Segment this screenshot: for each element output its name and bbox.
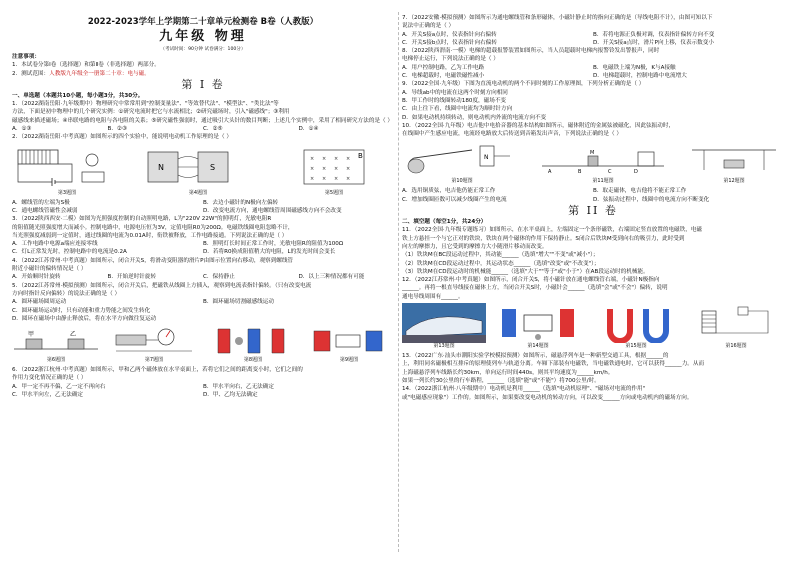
- svg-text:×: ×: [334, 165, 339, 172]
- q12-line: 通电导线周围有______。: [402, 293, 464, 300]
- q10-line: 10．（2022全国·九年级）电吉他中电拾音器的基本结构如图所示，磁体附近的金属弦被磁化，因此弦振动时，: [402, 122, 675, 129]
- q1-line: 方法，下面是初中物理中的几个研究实例：①研究电流时把它与水流相比；②研究磁场时，引入"磁感线"；③利用: [12, 109, 290, 116]
- q10-option: D．弦振动过程中，线圈中的电流方向不断变化: [593, 196, 710, 203]
- u-magnet-diagram: [590, 303, 682, 343]
- q12-line: ______。再将一根直导线接在磁体上方，当闭合开关S时，小磁针会______（选填"会"或"不会"）偏转，说明: [402, 285, 668, 292]
- q7-option: C．开关S接b点时，仪表指针向右偏转: [402, 39, 497, 46]
- q12-line: 12．（2022江苏常州·中考真题）如图所示，闭合开关S，将小磁针放在通电螺线管右端，小磁针N极指向: [402, 277, 660, 284]
- q2-option: B．去边小磁针的N极向左偏转: [203, 199, 279, 206]
- right-column: [402, 14, 784, 559]
- figure-8: [208, 325, 298, 364]
- svg-text:乙: 乙: [70, 331, 77, 339]
- q3-line: 当光照强度减弱到一定值时，通过线圈的电流为0.01A时，衔铁被释放，工作电路接通。下列说法正确的是（ ）: [12, 232, 288, 239]
- part1-heading: 第 I 卷: [181, 77, 225, 91]
- q14-line: 14．（2022浙江杭州·八年级期中）电动机是利用______（选填"电动机原理"、"磁场对电流的作用": [402, 386, 646, 393]
- svg-text:N: N: [158, 162, 164, 172]
- q7-line: 7．（2022安徽·模拟预测）如图所示为通电螺线管和条形磁体，小磁针静止时的指向正确的是（导线电阻不计），由图可知以下: [402, 15, 713, 21]
- q5-option: C．圆环磁场运动时，只有动能和重力势能之间发生转化: [12, 307, 151, 314]
- figure-caption: 第10题图: [451, 178, 473, 185]
- magnet-field-diagram: [138, 144, 258, 190]
- figure-caption: 第7题图: [144, 357, 164, 364]
- q2-option: D．改变电流方向，通电螺线管周围磁感线方向不会改变: [203, 207, 342, 214]
- wire-compass-diagram: [684, 140, 784, 178]
- figure-caption: 第5题图: [324, 189, 344, 196]
- q5-option: D．圆环在磁场中由静止释放后，将在水平方向做往复运动: [12, 315, 157, 322]
- svg-text:A: A: [548, 169, 552, 176]
- q3-option: B．照明灯长时间正常工作时，光敏电阻R的阻值为100Ω: [203, 241, 344, 248]
- q1-line: 磁感线来描述磁场；④串联电路的电阻与各电阻的关系；⑤研究磁性强弱时，通过吸引大头针的数目判断；上述几个实例中，采用了相同研究方法的是（ ）: [12, 117, 393, 124]
- figure-caption: 第6题图: [46, 357, 66, 364]
- svg-text:×: ×: [334, 155, 339, 162]
- figure-6: [12, 325, 100, 364]
- svg-text:×: ×: [334, 175, 339, 182]
- q9-option: B．甲工作时的线圈转动180度，磁场不变: [402, 97, 507, 104]
- q7-line: 说法中正确的是（ ）: [402, 23, 455, 30]
- svg-text:×: ×: [322, 155, 327, 162]
- q6-line: 作用力变化情况正确的是（ ）: [12, 375, 87, 382]
- exam-info: （考试时间：90分钟 试卷满分：100分）: [160, 47, 246, 52]
- notes-heading: 注意事项：: [12, 54, 40, 60]
- q11-line: 11．（2022全国·九年级专题练习）如图所示，在水平桌面上，左端固定一个条形磁铁，右端固定竖直放置的电磁铁，电磁: [402, 227, 703, 234]
- q9-option: C．由上往下看，线圈中电流均为顺时针方向: [402, 106, 513, 113]
- figure-row-4: [402, 303, 784, 350]
- q11-line: （2）铁块M在CD段运动过程中，其运动状态______（选填"改变"或"不改变"）；: [402, 260, 600, 267]
- electric-guitar-pickup: [402, 140, 522, 178]
- notes-item-2-prefix: 2．测试范围：: [12, 70, 50, 77]
- q4-option: B．开始逆时针旋转: [107, 274, 157, 281]
- q13-line: 如果一列长约30公里的行车路程，______（选填"能"或"不能"）将700公里/时。: [402, 377, 600, 384]
- figure-9: [304, 325, 394, 364]
- svg-text:×: ×: [346, 165, 351, 172]
- q11-line: 铁上方悬挂一个与它正对的铁块，铁块在两个磁体的作用下保持静止。S闭合后铁块M受到向右的吸引力，此时受到: [402, 235, 685, 242]
- q6-option: A．甲一定不再不偏，乙一定不再向右: [12, 383, 106, 390]
- q8-option: B．电磁铁上端为N极，K与A接触: [593, 64, 676, 71]
- q7-option: A．开关S接a点时，仪表指针向右偏转: [402, 31, 497, 38]
- q11-line: （3）铁块M在CD段运动时的机械能______（选填"大于""等于"或"小于"）在AB段运动时的机械能。: [402, 268, 649, 275]
- figure-3: [12, 144, 122, 197]
- q14-line: 或"电磁感应现象"）工作的。如图所示，如果要改变电动机的转动方向，可以改变______方向或电动机内的磁场方向。: [402, 394, 693, 401]
- svg-text:×: ×: [346, 175, 351, 182]
- part2-heading: 第 II 卷: [568, 204, 618, 218]
- q13-line: 上海磁悬浮列车线路长约30km，单向运行时间440s，则其平均速度为______km/h。: [402, 369, 614, 376]
- exam-subtitle: 九年级 物理: [159, 29, 247, 44]
- q1-option: B．②③: [107, 126, 127, 133]
- figure-16: [688, 303, 784, 350]
- svg-text:×: ×: [310, 155, 315, 162]
- q3-option: D．若将R0换成阻值稍大的电阻，L的发光时间会变长: [203, 249, 336, 256]
- notes-item-2-scope: 人教版九年级全一册第二十章：电与磁。: [49, 70, 150, 77]
- q8-option: D．电梯超载时，控制电路中电流增大: [593, 73, 687, 80]
- q6-option: C．甲水平向左，乙无法确定: [12, 392, 84, 399]
- q8-line: 8．（2022陕西渭南·一模）电梯的超载报警装置如图所示，当人员超载时电梯内报警铃发出警报声，同时: [402, 48, 660, 55]
- q5-line: 方向时指针反向偏转）的说法正确的是（ ）: [12, 290, 121, 297]
- q7-option: D．开关S接a点时，滑片P向上移，仪表示数变小: [593, 39, 714, 46]
- figure-caption: 第11题图: [592, 178, 614, 185]
- left-column: [12, 14, 394, 559]
- notes-item-2: [12, 70, 394, 78]
- q3-option: A．工作电路中电源a端应连接零线: [12, 241, 98, 248]
- q9-line: 9．（2022全国·九年级）下图为直流电动机的两个不同时刻的工作原理图，下列分析正确的是（ ）: [402, 81, 645, 88]
- q1-option: D．①④: [298, 126, 319, 133]
- q9-option: A．导线ab中的电流在这两个时刻方向相同: [402, 89, 508, 96]
- q10-option: B．取走磁体，电吉他将不能正常工作: [593, 188, 687, 195]
- svg-text:M: M: [590, 150, 595, 157]
- svg-text:D: D: [634, 169, 638, 176]
- two-magnets-diagram: [12, 325, 100, 357]
- svg-text:×: ×: [310, 175, 315, 182]
- maglev-train-photo: [402, 303, 486, 343]
- q2-option: A．螺线管的左端为S极: [12, 199, 70, 206]
- figure-4: [138, 144, 258, 197]
- figure-caption: 第16题图: [725, 343, 747, 350]
- svg-text:×: ×: [322, 165, 327, 172]
- figure-caption: 第14题图: [527, 343, 549, 350]
- q8-line: 电梯停止运行，下列说法正确的是（ ）: [402, 56, 499, 63]
- q6-line: 6．（2022浙江杭州·中考真题）如图所示，甲和乙两个磁体放在水平桌面上，若将它们之间的距离变小时，它们之间的: [12, 367, 303, 374]
- q4-option: C．保持静止: [203, 274, 235, 281]
- notes-item-1: 1．本试卷分第Ⅰ卷（选择题）和第Ⅱ卷（非选择题）两部分。: [12, 62, 160, 69]
- svg-text:C: C: [608, 169, 612, 176]
- figure-7: [106, 325, 202, 364]
- block-on-track-diagram: [538, 140, 668, 178]
- q4-line: 4．（2022江苏常州·中考真题）如图所示，闭合开关S，将滑动变阻器的滑片P由图示位置向右移动，观察到螺线管: [12, 257, 294, 264]
- figure-10: [402, 140, 522, 185]
- q11-line: 向左的摩擦力，且它受到的摩擦力大小随滑片移动而改变。: [402, 243, 548, 250]
- q1-option: A．①③: [12, 126, 32, 133]
- figure-14: [492, 303, 584, 350]
- q4-line: 附近小磁针的偏转情况是（ ）: [12, 266, 87, 273]
- figure-row-1: [12, 144, 394, 197]
- q7-option: B．若将电源正负极对调，仪表指针偏转方向不变: [593, 31, 715, 38]
- horseshoe-magnets: [208, 325, 298, 357]
- motor-diagram: [304, 325, 394, 357]
- figure-caption: 第4题图: [188, 189, 208, 196]
- figure-12: [684, 140, 784, 185]
- coil-circuit-diagram: [12, 144, 122, 190]
- q11-line: （1）铁块M在BC段运动过程中，其动能______（选填"增大""不变"或"减小"）；: [402, 252, 599, 259]
- q1-line: 1．（2022湖南岳阳·九年级期中）物理研究中常常用到"控制变量法"、"等效替代法"、"模型法"、"类比法"等: [12, 101, 279, 108]
- svg-text:B: B: [358, 151, 363, 160]
- q4-option: D．以上三种情况都有可能: [298, 274, 365, 281]
- q2-option: C．通电螺线管磁性会减弱: [12, 207, 78, 214]
- q10-line: 在线圈中产生感应电流，电流经电路放大后传送到音箱发出声音，下列说法正确的是（ ）: [402, 131, 622, 138]
- q8-option: C．电梯超载时，电磁铁磁性减小: [402, 73, 485, 80]
- exam-title: 2022-2023学年上学期第二十章单元检测卷 B卷（人教版）: [87, 17, 319, 27]
- svg-text:B: B: [578, 169, 582, 176]
- figure-caption: 第13题图: [433, 343, 455, 350]
- q6-option: D．甲、乙均无法确定: [203, 392, 258, 399]
- q3-line: 的阻值随光照强度增大而减小。控制电路中，电源电压恒为3V，定值电阻R0为200Ω。电磁铁线圈电阻忽略不计，: [12, 224, 294, 231]
- svg-text:×: ×: [346, 155, 351, 162]
- magnetic-field-grid: [274, 144, 394, 190]
- q10-option: A．选用铜质弦，电吉他仍能正常工作: [402, 188, 496, 195]
- figure-11: [538, 140, 668, 185]
- galvanometer-circuit: [106, 325, 202, 357]
- motor-magnet-diagram: [492, 303, 584, 343]
- q5-option: B．圆环磁场切割磁感线运动: [203, 299, 274, 306]
- figure-row-2: [12, 325, 394, 364]
- svg-text:×: ×: [322, 175, 327, 182]
- svg-text:N: N: [484, 154, 489, 162]
- q6-option: B．甲水平向右，乙无法确定: [203, 383, 274, 390]
- q5-option: A．圆环磁场圆周运动: [12, 299, 67, 306]
- figure-caption: 第9题图: [339, 357, 359, 364]
- q3-option: C．灯L正常发光时，控制电路中的电流是0.2A: [12, 249, 127, 256]
- q2-line: 2．（2022湖南岳阳·中考真题）如图所示的四个实验中，能说明电动机工作原理的是（ ）: [12, 134, 232, 141]
- svg-text:×: ×: [310, 165, 315, 172]
- section-1-heading: 一、单选题（本题共10小题，每小题3分，共30分。: [12, 92, 144, 99]
- svg-text:S: S: [210, 162, 216, 172]
- figure-caption: 第3题图: [57, 189, 77, 196]
- figure-row-3: [402, 140, 784, 185]
- figure-caption: 第15题图: [625, 343, 647, 350]
- q4-option: A．开始顺时针旋转: [12, 274, 61, 281]
- q8-option: A．用户控制电路，乙为工作电路: [402, 64, 485, 71]
- figure-5: [274, 144, 394, 197]
- q1-option: C．②⑤: [203, 126, 223, 133]
- electromagnet-circuit: [688, 303, 784, 343]
- figure-13: [402, 303, 486, 350]
- column-divider: [398, 12, 399, 552]
- q10-option: C．增加线圈匝数可以减少线圈产生的电流: [402, 196, 507, 203]
- figure-caption: 第12题图: [723, 178, 745, 185]
- q13-line: 13．（2022广东·汕头市潮阳实验学校模拟预测）如图所示，磁悬浮列车是一种新型交通工具，根据______的: [402, 353, 669, 360]
- q13-line: 上，利用同名磁极相互排斥的原理使列车与轨道分离。车厢下部装有电磁铁，当电磁铁通电时，它可以获得______力。从而: [402, 361, 705, 368]
- figure-15: [590, 303, 682, 350]
- q5-line: 5．（2022江苏常州·模拟预测）如图所示，闭合开关后，把磁铁从线圈上方插入，观察到电流表指针偏转。（只有改变电流: [12, 282, 312, 289]
- figure-caption: 第8题图: [243, 357, 263, 364]
- section-2-heading: 二、填空题（每空1分，共24分）: [402, 219, 487, 226]
- svg-text:甲: 甲: [28, 331, 35, 339]
- q3-line: 3．（2022陕西西安·二模）如图为光照强度控制的自动照明电路，L为"220V 22W"的照明灯，光敏电阻R: [12, 216, 272, 223]
- q9-option: D．如果电动机持续转动，则电动机内外流的电流方向不变: [402, 114, 547, 121]
